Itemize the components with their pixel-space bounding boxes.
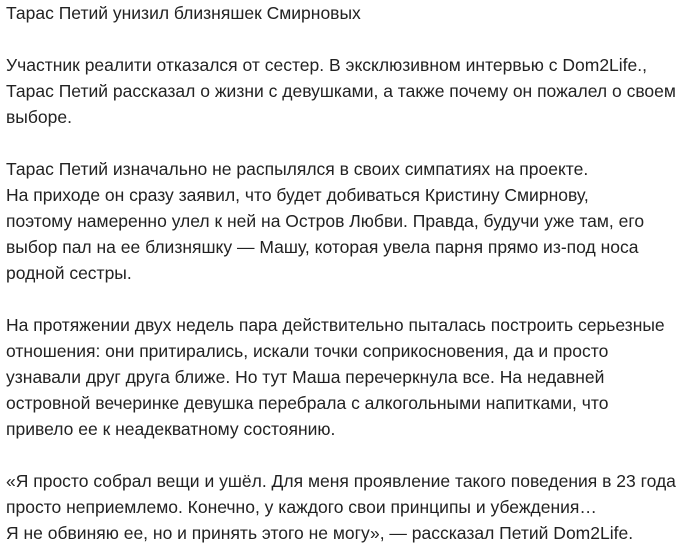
paragraph-line: На приходе он сразу заявил, что будет добиваться Кристину Смирнову, [6,185,589,205]
paragraph-line: выборе. [6,107,72,127]
paragraph-intro [6,52,699,130]
paragraph-line: островной вечеринке девушка перебрала с алкогольными напитками, что [6,393,609,413]
paragraph-line: поэтому намеренно улел к ней на Остров Любви. Правда, будучи уже там, его [6,211,645,231]
article-headline: Тарас Петий унизил близняшек Смирновых [6,3,361,23]
paragraph-quote [6,468,699,546]
paragraph-line: Я не обвиняю ее, но и принять этого не могу», — рассказал Петий Dom2Life. [6,523,634,543]
paragraph-background [6,156,699,286]
paragraph-line: отношения: они притирались, искали точки соприкосновения, да и просто [6,341,609,361]
paragraph-line: узнавали друг друга ближе. Но тут Маша перечеркнула все. На недавней [6,367,605,387]
paragraph-line: Тарас Петий изначально не распылялся в своих симпатиях на проекте. [6,159,589,179]
paragraph-line: На протяжении двух недель пара действительно пыталась построить серьезные [6,315,665,335]
paragraph-line: выбор пал на ее близняшку — Машу, которая увела парня прямо из-под носа [6,237,639,257]
paragraph-line: Тарас Петий рассказал о жизни с девушками, а также почему он пожалел о своем [6,81,676,101]
paragraph-line: Участник реалити отказался от сестер. В эксклюзивном интервью с Dom2Life., [6,55,647,75]
paragraph-line: просто неприемлемо. Конечно, у каждого свои принципы и убеждения… [6,497,597,517]
paragraph-line: «Я просто собрал вещи и ушёл. Для меня проявление такого поведения в 23 года [6,471,676,491]
paragraph-line: привело ее к неадекватному состоянию. [6,419,336,439]
paragraph-relationship [6,312,699,442]
paragraph-line: родной сестры. [6,263,132,283]
